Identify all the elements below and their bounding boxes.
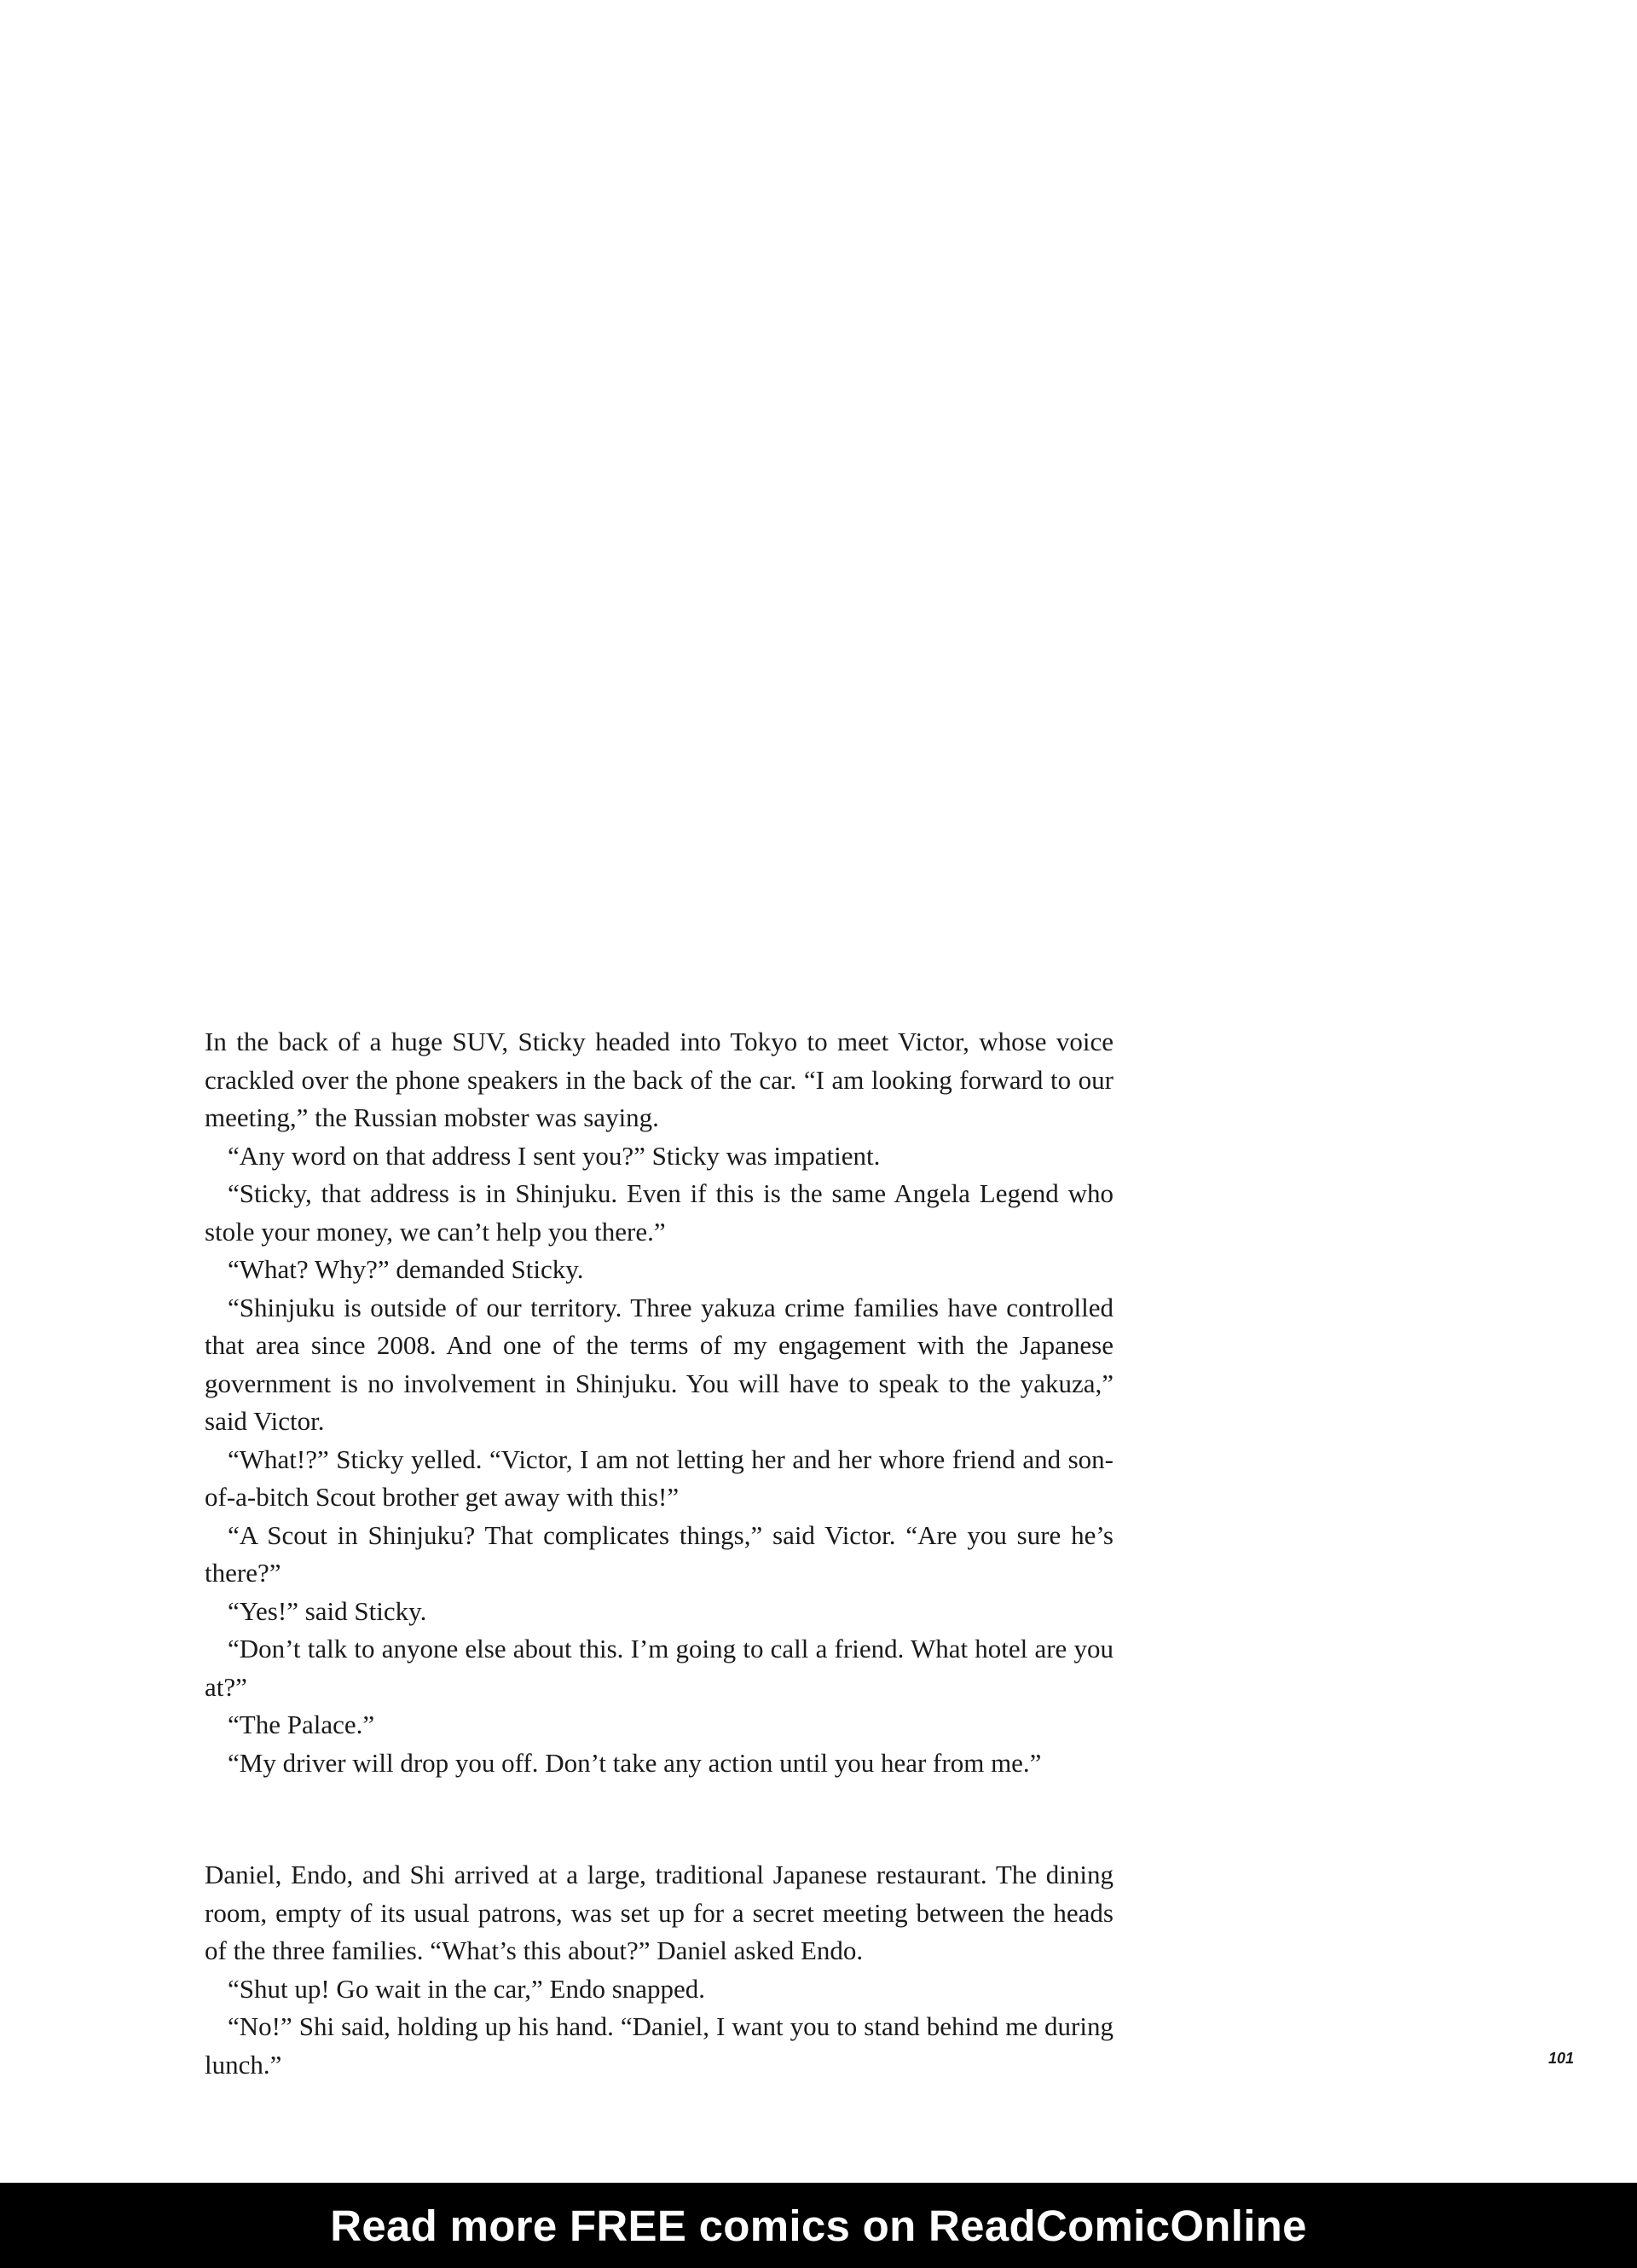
paragraph: “Shut up! Go wait in the car,” Endo snapped.: [228, 1973, 706, 2004]
paragraph: “What!?” Sticky yelled. “Victor, I am not letting her and her whore friend and son-of-a-bitch Scout brother get away with this!”: [205, 1444, 1114, 1512]
paragraph: “My driver will drop you off. Don’t take any action until you hear from me.”: [228, 1747, 1042, 1778]
text-section-2: [205, 1856, 1114, 2084]
paragraph: “Sticky, that address is in Shinjuku. Even if this is the same Angela Legend who stole your money, we can’t help you there.”: [205, 1178, 1114, 1247]
paragraph: In the back of a huge SUV, Sticky headed into Tokyo to meet Victor, whose voice crackled over the phone speakers in the back of the car. “I am looking forward to our meeting,” the Russian mobster was saying.: [205, 1027, 1114, 1132]
paragraph: “Any word on that address I sent you?” Sticky was impatient.: [228, 1140, 881, 1171]
paragraph: “The Palace.”: [228, 1710, 375, 1739]
paragraph: “No!” Shi said, holding up his hand. “Daniel, I want you to stand behind me during lunch.”: [205, 2011, 1114, 2080]
paragraph: “What? Why?” demanded Sticky.: [228, 1254, 584, 1284]
paragraph: “A Scout in Shinjuku? That complicates things,” said Victor. “Are you sure he’s there?”: [205, 1519, 1114, 1588]
paragraph: “Yes!” said Sticky.: [228, 1595, 427, 1626]
paragraph: “Don’t talk to anyone else about this. I’m going to call a friend. What hotel are you at?”: [205, 1634, 1114, 1702]
paragraph: “Shinjuku is outside of our territory. Three yakuza crime families have controlled that area since 2008. And one of the terms of my engagement with the Japanese government is no involvement in Shinjuku. You will have to speak to the yakuza,” said Victor.: [205, 1292, 1114, 1436]
promo-banner[interactable]: [0, 2183, 1637, 2268]
page-number: 101: [1547, 2050, 1574, 2067]
text-section-1: [205, 1023, 1114, 1782]
paragraph: Daniel, Endo, and Shi arrived at a large, traditional Japanese restaurant. The dining room, empty of its usual patrons, was set up for a secret meeting between the heads of the three families. “What’s this about?” Daniel asked Endo.: [205, 1860, 1114, 1965]
promo-banner-link[interactable]: Read more FREE comics on ReadComicOnline: [330, 2201, 1307, 2250]
